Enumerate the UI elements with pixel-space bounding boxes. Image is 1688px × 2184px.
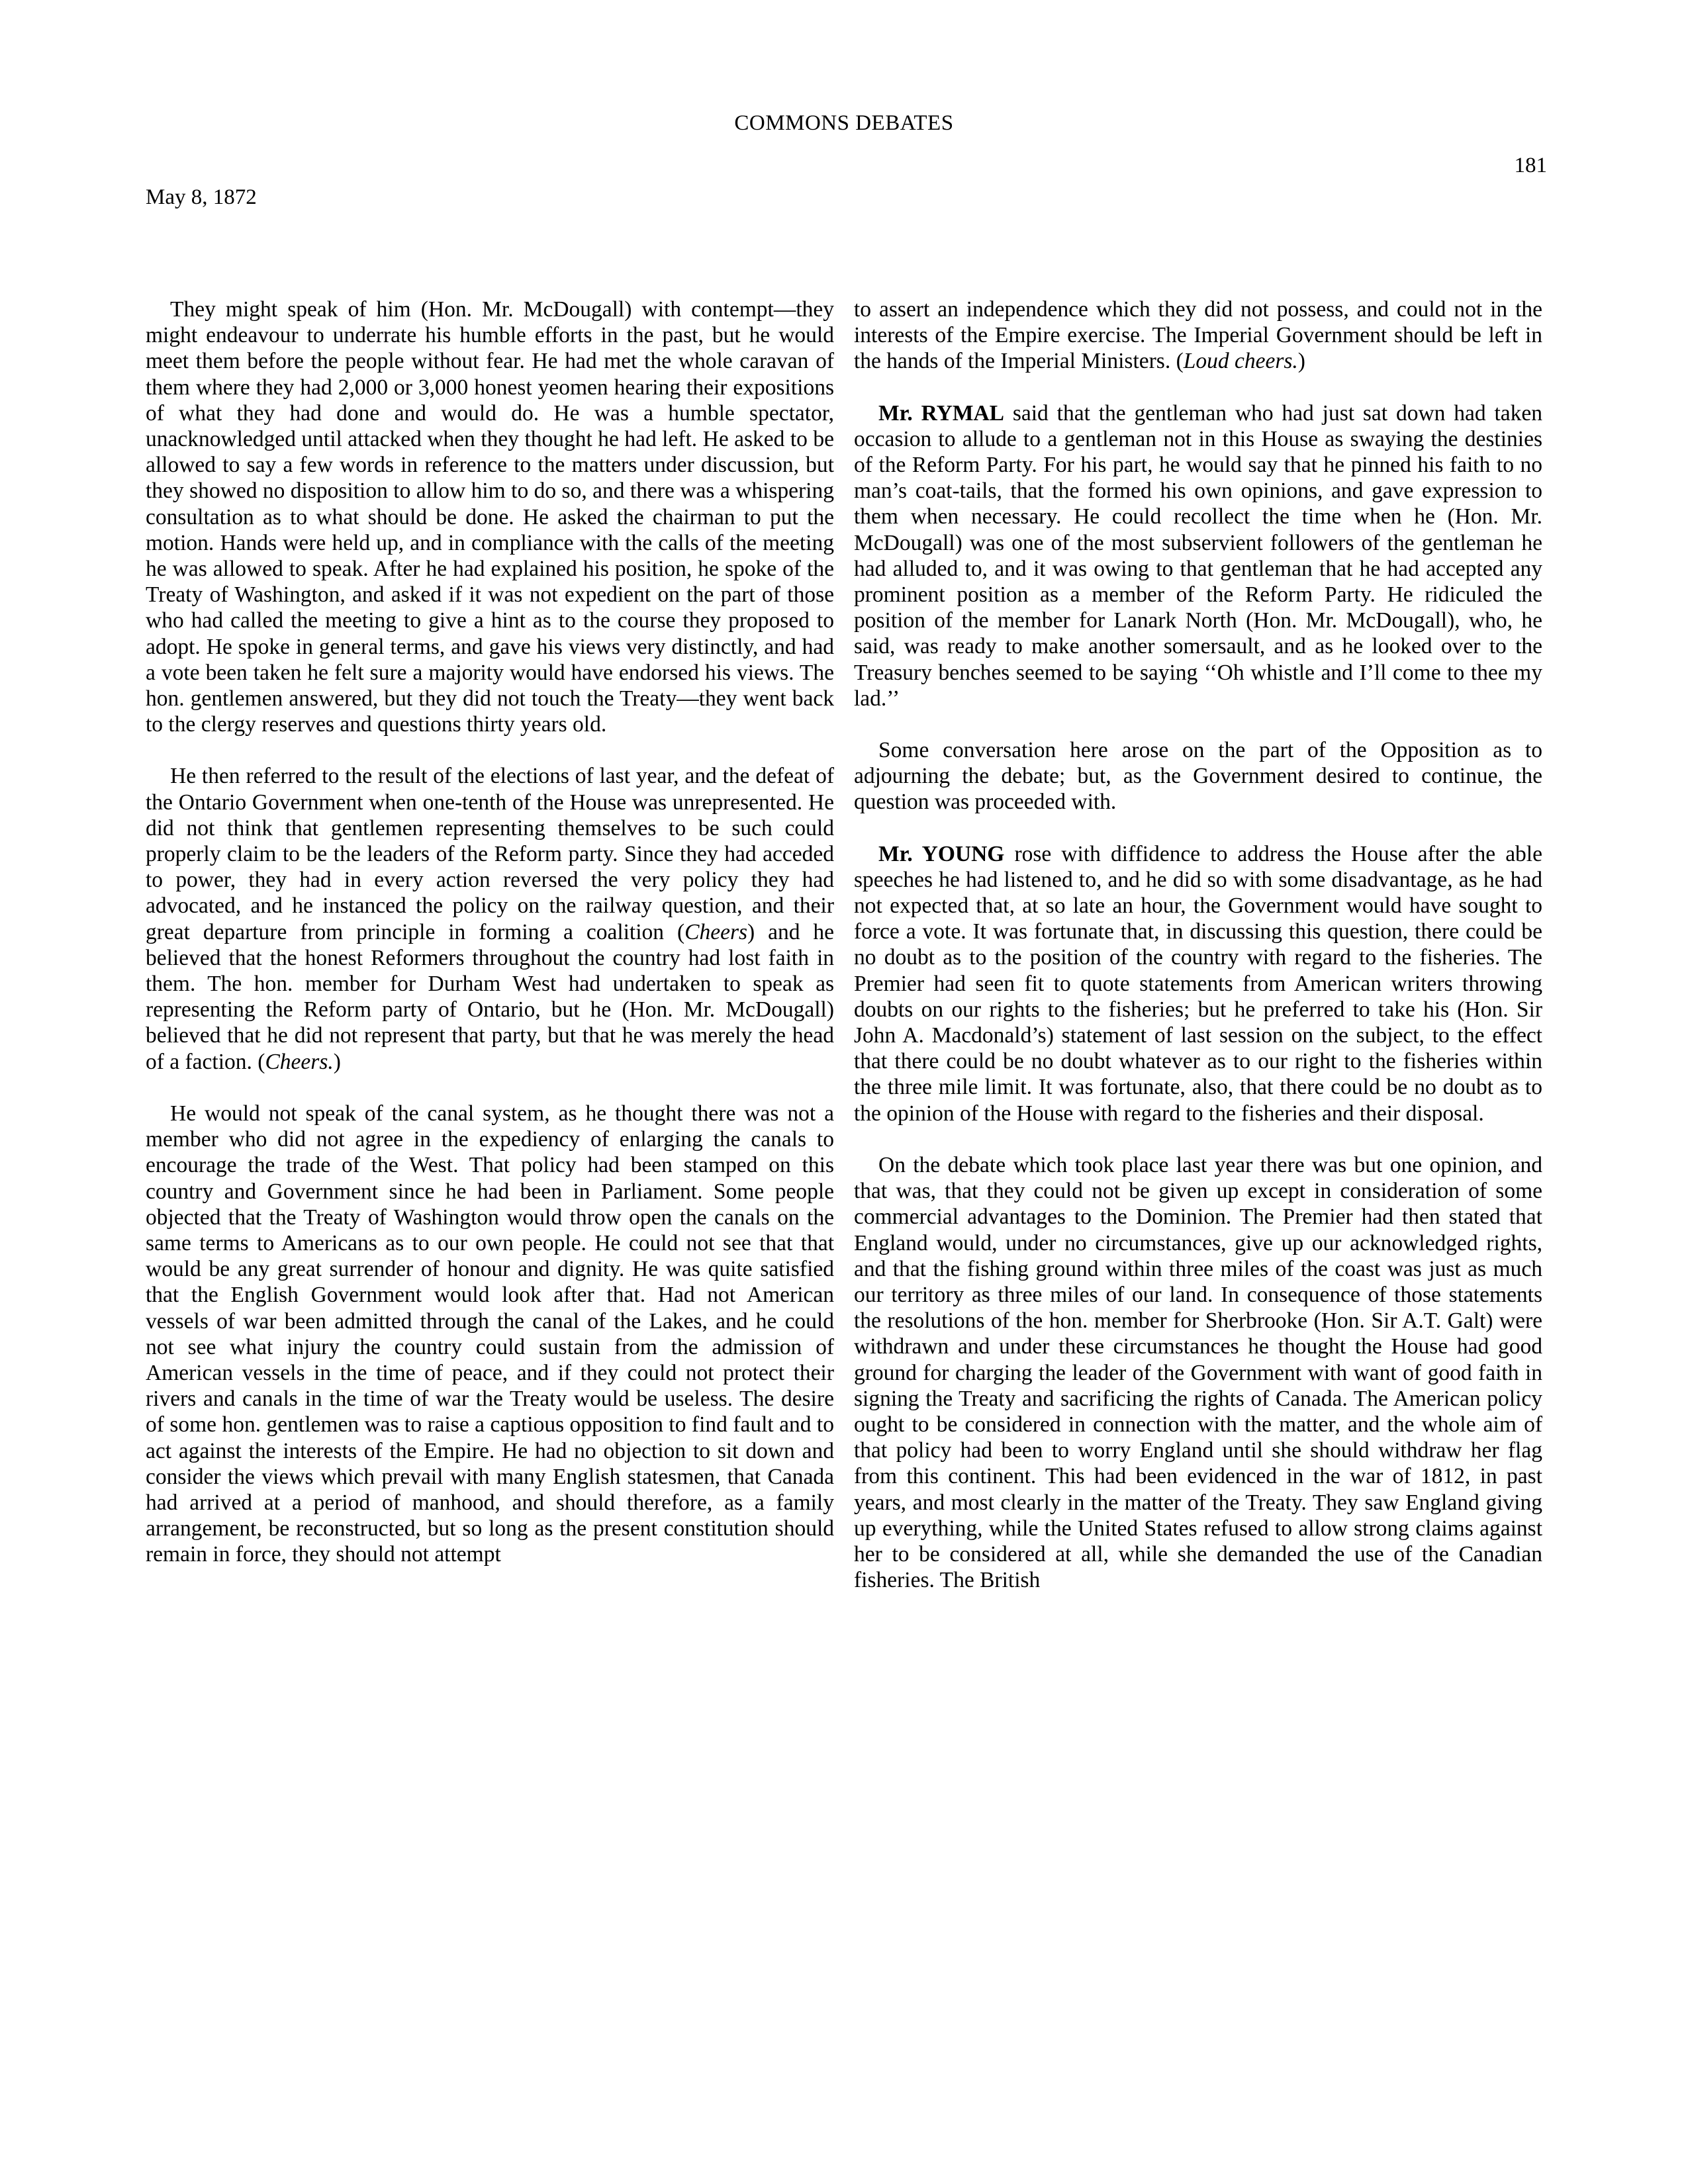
page-header-title: COMMONS DEBATES (734, 111, 954, 135)
paragraph-text: He would not speak of the canal system, as he thought there was not a member who did not agree in the expediency of enlarging the canals to encourage the trade of the West. That policy had been stamped on this country and Government since he had been in Parliament. Some people objected that the Treaty of Washington would throw open the canals on the same terms to Americans as to our own people. He could not see that that would be any great surrender of honour and dignity. He was quite satisfied that the English Government would look after that. Had not American vessels of war been admitted through the canal of the Lakes, and he could not see what injury the country could sustain from the admission of American vessels in the time of peace, and if they could not protect their rivers and canals in the time of war the Treaty would be useless. The desire of some hon. gentlemen was to raise a captious opposition to find fault and to act against the interests of the Empire. He had no objection to sit down and consider the views which prevail with many English statesmen, that Canada had arrived at a period of manhood, and should therefore, as a family arrangement, be reconstructed, but so long as the present constitution should remain in force, they should not attempt (146, 1101, 834, 1567)
left-column (146, 296, 834, 1594)
paragraph-text: to assert an independence which they did not possess, and could not in the interests of the Empire exercise. The Imperial Government should be left in the hands of the Imperial Ministers. ( (854, 297, 1542, 374)
paragraph (854, 841, 1542, 1126)
paragraph-text: Some conversation here arose on the part of the Opposition as to adjourning the debate; but, as the Government desired to continue, the question was proceeded with. (854, 738, 1542, 815)
stage-direction: Loud cheers. (1183, 349, 1298, 374)
stage-direction: Cheers (684, 919, 748, 944)
paragraph-text: ) (1297, 349, 1305, 374)
speaker-name: Mr. RYMAL (878, 400, 1004, 426)
paragraph (854, 296, 1542, 375)
paragraph (854, 1152, 1542, 1593)
paragraph-text: ) and he believed that the honest Reformers throughout the country had lost faith in them. The hon. member for Durham West had undertaken to speak as representing the Reform party of Ontario, but he (Hon. Mr. McDougall) believed that he did not represent that party, but that he was merely the head of a faction. ( (146, 919, 834, 1074)
page-number: 181 (1514, 154, 1547, 177)
paragraph-text: rose with diffidence to address the House after the able speeches he had listened to, and he did so with some disadvantage, as he had not expected that, at so late an hour, the Government would have sought to force a vote. It was fortunate that, in discussing this question, there could be no doubt as to the position of the country with regard to the fisheries. The Premier had seen fit to quote statements from American writers throwing doubts on our rights to the fisheries; but he preferred to take his (Hon. Sir John A. Macdonald’s) statement of last session on the subject, to the effect that there could be no doubt whatever as to our right to the fisheries within the three mile limit. It was fortunate, also, that there could be no doubt as to the opinion of the House with regard to the fisheries and their disposal. (854, 841, 1542, 1126)
paragraph (146, 763, 834, 1074)
paragraph (854, 400, 1542, 711)
paragraph (854, 737, 1542, 815)
paragraph (146, 296, 834, 737)
paragraph-text: They might speak of him (Hon. Mr. McDougall) with contempt—they might endeavour to underrate his humble efforts in the past, but he would meet them before the people without fear. He had met the whole caravan of them where they had 2,000 or 3,000 honest yeomen hearing their expositions of what they had done and would do. He was a humble spectator, unacknowledged until attacked when they thought he had left. He asked to be allowed to say a few words in reference to the matters under discussion, but they showed no disposition to allow him to do so, and there was a whispering consultation as to what should be done. He asked the chairman to put the motion. Hands were held up, and in compliance with the calls of the meeting he was allowed to speak. After he had explained his position, he spoke of the Treaty of Washington, and asked if it was not expedient on the part of those who had called the meeting to give a hint as to the course they proposed to adopt. He spoke in general terms, and gave his views very distinctly, and had a vote been taken he felt sure a majority would have endorsed his views. The hon. gentlemen answered, but they did not touch the Treaty—they went back to the clergy reserves and questions thirty years old. (146, 297, 834, 737)
paragraph-text: ) (333, 1049, 341, 1074)
paragraph-text: said that the gentleman who had just sat down had taken occasion to allude to a gentleman not in this House as swaying the destinies of the Reform Party. For his part, he would say that he pinned his faith to no man’s coat-tails, that the formed his own opinions, and gave expression to them when necessary. He could recollect the time when he (Hon. Mr. McDougall) was one of the most subservient followers of the gentleman he had alluded to, and it was owing to that gentleman that he had accepted any prominent position as a member of the Reform Party. He ridiculed the position of the member for Lanark North (Hon. Mr. McDougall), who, he said, was ready to make another somersault, and as he looked over to the Treasury benches seemed to be saying ‘‘Oh whistle and I’ll come to thee my lad.’’ (854, 400, 1542, 711)
paragraph-text: On the debate which took place last year there was but one opinion, and that was, that they could not be given up except in consideration of some commercial advantages to the Dominion. The Premier had then stated that England would, under no circumstances, give up our acknowledged rights, and that the fishing ground within three miles of the coast was just as much our territory as three miles of our land. In consequence of those statements the resolutions of the hon. member for Sherbrooke (Hon. Sir A.T. Galt) were withdrawn and under these circumstances he thought the House had good ground for charging the leader of the Government with want of good faith in signing the Treaty and sacrificing the rights of Canada. The American policy ought to be considered in connection with the matter, and the whole aim of that policy had been to worry England until she should withdraw her flag from this continent. This had been evidenced in the war of 1812, in past years, and most clearly in the matter of the Treaty. They saw England giving up everything, while the United States refused to allow strong claims against her to be considered at all, while she demanded the use of the Canadian fisheries. The British (854, 1152, 1542, 1593)
right-column (854, 296, 1542, 1619)
paragraph-text: He then referred to the result of the elections of last year, and the defeat of the Ontario Government when one-tenth of the House was unrepresented. He did not think that gentlemen representing themselves to be such could properly claim to be the leaders of the Reform party. Since they had acceded to power, they had in every action reversed the very policy they had advocated, and he instanced the policy on the railway question, and their great departure from principle in forming a coalition ( (146, 764, 834, 944)
paragraph (146, 1101, 834, 1568)
speaker-name: Mr. YOUNG (878, 841, 1005, 866)
stage-direction: Cheers. (265, 1049, 334, 1074)
page-date: May 8, 1872 (146, 185, 257, 209)
